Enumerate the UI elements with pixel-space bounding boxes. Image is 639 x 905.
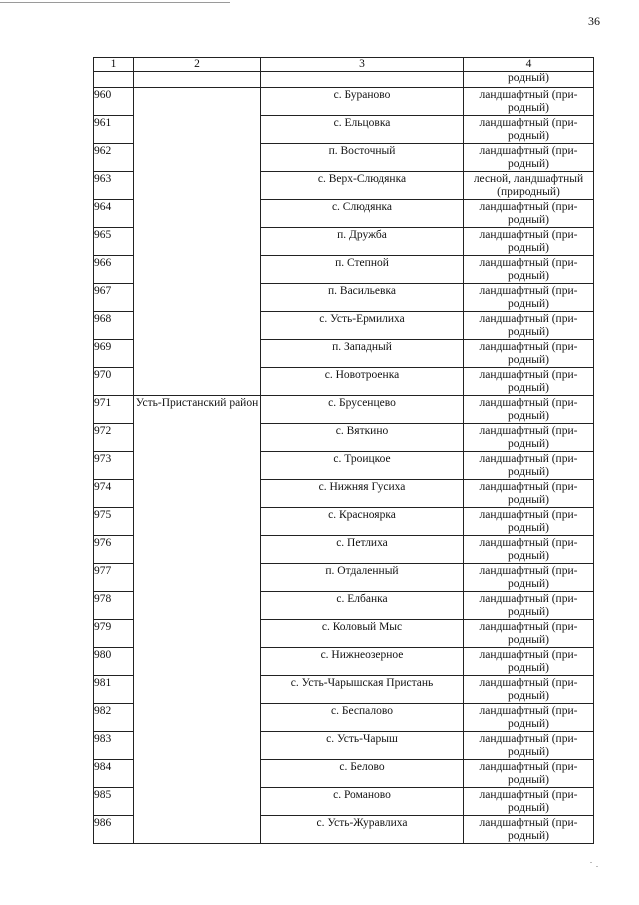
column-header-4: 4	[464, 58, 594, 72]
row-number-cell: 976	[94, 536, 134, 564]
monument-type-text: ландшафтный (при-родный)	[479, 145, 578, 170]
monument-type-text: ландшафтный (при-родный)	[479, 593, 578, 618]
monument-type-cell	[464, 788, 594, 816]
settlement-cell: с. Красноярка	[261, 508, 464, 536]
settlement-cell: с. Усть-Чарыш	[261, 732, 464, 760]
monument-type-text: ландшафтный (при-родный)	[479, 733, 578, 758]
row-number-cell: 981	[94, 676, 134, 704]
settlement-cell: с. Романово	[261, 788, 464, 816]
settlement-cell: с. Бураново	[261, 88, 464, 116]
row-number-cell: 980	[94, 648, 134, 676]
monument-type-text: ландшафтный (при-родный)	[479, 201, 578, 226]
settlement-cell: с. Усть-Чарышская Пристань	[261, 676, 464, 704]
row-number-cell: 986	[94, 816, 134, 844]
row-number-cell: 978	[94, 592, 134, 620]
monument-type-cell	[464, 368, 594, 396]
header-row	[94, 58, 594, 72]
monument-type-text: ландшафтный (при-родный)	[479, 397, 578, 422]
row-number-cell: 973	[94, 452, 134, 480]
settlement-cell: с. Троицкое	[261, 452, 464, 480]
monument-type-cell	[464, 676, 594, 704]
district-cell	[134, 396, 261, 844]
monument-type-cell	[464, 284, 594, 312]
monument-type-cell	[464, 228, 594, 256]
settlement-cell: с. Беспалово	[261, 704, 464, 732]
monument-type-text: ландшафтный (при-родный)	[479, 89, 578, 114]
monument-type-text: ландшафтный (при-родный)	[479, 313, 578, 338]
monument-type-text: ландшафтный (при-родный)	[479, 537, 578, 562]
settlement-cell: с. Ельцовка	[261, 116, 464, 144]
row-number-cell: 974	[94, 480, 134, 508]
monument-type-cell	[464, 116, 594, 144]
settlement-cell: с. Усть-Ермилиха	[261, 312, 464, 340]
continuation-row	[94, 72, 594, 88]
row-number-cell: 963	[94, 172, 134, 200]
row-number-cell: 979	[94, 620, 134, 648]
settlement-cell: с. Слюдянка	[261, 200, 464, 228]
row-number-cell: 982	[94, 704, 134, 732]
continuation-place-cell	[261, 72, 464, 88]
page-number: 36	[588, 14, 600, 28]
column-header-1: 1	[94, 58, 134, 72]
monument-type-cell	[464, 480, 594, 508]
settlement-cell: с. Елбанка	[261, 592, 464, 620]
scan-speck	[596, 866, 598, 867]
settlement-cell: с. Верх-Слюдянка	[261, 172, 464, 200]
row-number-cell: 961	[94, 116, 134, 144]
row-number-cell: 983	[94, 732, 134, 760]
monument-type-cell	[464, 340, 594, 368]
monument-type-cell	[464, 200, 594, 228]
settlement-cell: с. Нижнеозерное	[261, 648, 464, 676]
row-number-cell: 969	[94, 340, 134, 368]
settlement-cell: с. Петлиха	[261, 536, 464, 564]
monument-type-cell	[464, 172, 594, 200]
row-number-cell: 977	[94, 564, 134, 592]
settlement-cell: п. Отдаленный	[261, 564, 464, 592]
continuation-type-cell: родный)	[464, 72, 594, 88]
continuation-num-cell	[94, 72, 134, 88]
settlement-cell: с. Усть-Журавлиха	[261, 816, 464, 844]
settlement-cell: с. Нижняя Гусиха	[261, 480, 464, 508]
row-number-cell: 965	[94, 228, 134, 256]
monument-type-cell	[464, 816, 594, 844]
top-rule	[0, 2, 230, 3]
row-number-cell: 960	[94, 88, 134, 116]
monument-type-text: ландшафтный (при-родный)	[479, 705, 578, 730]
row-number-cell: 964	[94, 200, 134, 228]
monument-type-text: ландшафтный (при-родный)	[479, 565, 578, 590]
monument-type-cell	[464, 508, 594, 536]
column-header-2: 2	[134, 58, 261, 72]
monument-type-cell	[464, 732, 594, 760]
row-number-cell: 967	[94, 284, 134, 312]
monument-type-cell	[464, 452, 594, 480]
monument-type-cell	[464, 536, 594, 564]
monument-type-cell	[464, 564, 594, 592]
monument-type-text: ландшафтный (при-родный)	[479, 285, 578, 310]
scan-speck	[590, 862, 592, 863]
monument-type-text: ландшафтный (при-родный)	[479, 453, 578, 478]
monument-type-cell	[464, 760, 594, 788]
monument-type-cell	[464, 648, 594, 676]
settlement-cell: п. Васильевка	[261, 284, 464, 312]
register-table	[93, 57, 594, 844]
row-number-cell: 975	[94, 508, 134, 536]
settlement-cell: с. Новотроенка	[261, 368, 464, 396]
settlement-cell: п. Степной	[261, 256, 464, 284]
settlement-cell: п. Западный	[261, 340, 464, 368]
district-cell-previous	[134, 88, 261, 396]
row-number-cell: 966	[94, 256, 134, 284]
settlement-cell: п. Восточный	[261, 144, 464, 172]
district-name: Усть-Пристанский район	[135, 397, 259, 409]
monument-type-cell	[464, 424, 594, 452]
table-row	[94, 396, 594, 424]
row-number-cell: 984	[94, 760, 134, 788]
monument-type-text: ландшафтный (при-родный)	[479, 817, 578, 842]
monument-type-cell	[464, 256, 594, 284]
monument-type-text: ландшафтный (при-родный)	[479, 369, 578, 394]
monument-type-cell	[464, 144, 594, 172]
row-number-cell: 971	[94, 396, 134, 424]
settlement-cell: п. Дружба	[261, 228, 464, 256]
settlement-cell: с. Белово	[261, 760, 464, 788]
monument-type-cell	[464, 396, 594, 424]
monument-type-text: ландшафтный (при-родный)	[479, 257, 578, 282]
monument-type-text: ландшафтный (при-родный)	[479, 425, 578, 450]
continuation-district-cell	[134, 72, 261, 88]
table-row	[94, 88, 594, 116]
table-body	[94, 72, 594, 844]
settlement-cell: с. Коловый Мыс	[261, 620, 464, 648]
row-number-cell: 968	[94, 312, 134, 340]
row-number-cell: 962	[94, 144, 134, 172]
monument-type-text: ландшафтный (при-родный)	[479, 229, 578, 254]
monument-type-text: ландшафтный (при-родный)	[479, 677, 578, 702]
monument-type-text: ландшафтный (при-родный)	[479, 341, 578, 366]
monument-type-text: ландшафтный (при-родный)	[479, 649, 578, 674]
settlement-cell: с. Вяткино	[261, 424, 464, 452]
monument-type-text: ландшафтный (при-родный)	[479, 509, 578, 534]
monument-type-cell	[464, 620, 594, 648]
monument-type-text: ландшафтный (при-родный)	[479, 621, 578, 646]
monument-type-text: лесной, ландшафтный (природный)	[473, 173, 584, 198]
monument-type-cell	[464, 88, 594, 116]
monument-type-text: ландшафтный (при-родный)	[479, 481, 578, 506]
row-number-cell: 972	[94, 424, 134, 452]
row-number-cell: 970	[94, 368, 134, 396]
column-header-3: 3	[261, 58, 464, 72]
row-number-cell: 985	[94, 788, 134, 816]
monument-type-cell	[464, 312, 594, 340]
monument-type-cell	[464, 592, 594, 620]
settlement-cell: с. Брусенцево	[261, 396, 464, 424]
monument-type-cell	[464, 704, 594, 732]
monument-type-text: ландшафтный (при-родный)	[479, 117, 578, 142]
monument-type-text: ландшафтный (при-родный)	[479, 789, 578, 814]
monument-type-text: ландшафтный (при-родный)	[479, 761, 578, 786]
